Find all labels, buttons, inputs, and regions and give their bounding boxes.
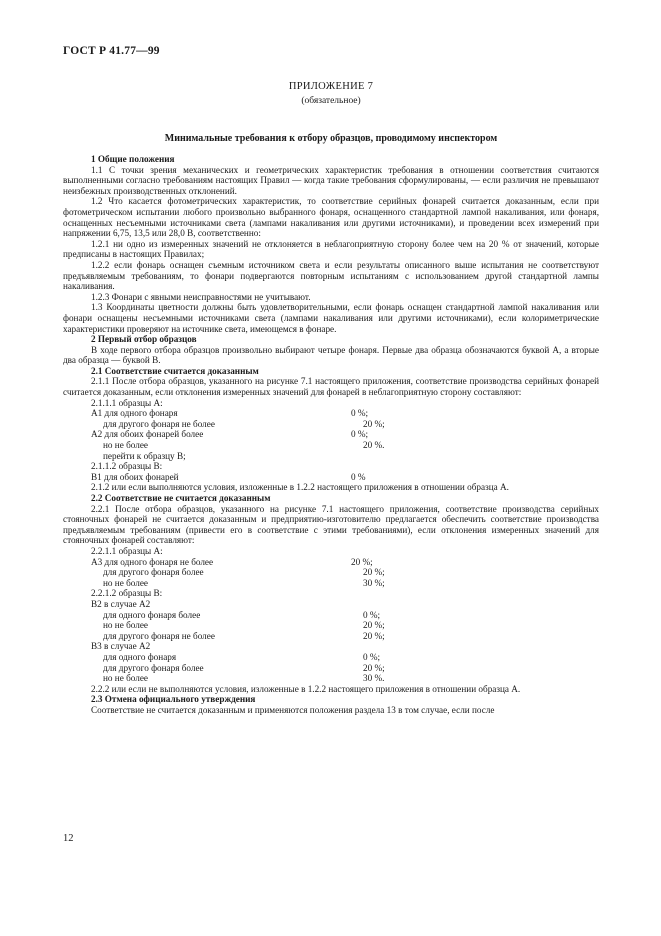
list-item: В2 в случае А2: [91, 598, 151, 609]
criteria-label: но не более: [103, 673, 148, 684]
list-item: 2.2.1.1 образцы А:: [91, 545, 163, 556]
criteria-row: [63, 567, 599, 578]
heading-s2-1: 2.1 Соответствие считается доказанным: [91, 365, 259, 376]
paragraph: 2.1.2 или если выполняются условия, изложенные в 1.2.2 настоящего приложения в отношении образца А.: [91, 482, 509, 493]
criteria-row: [63, 419, 599, 430]
criteria-label: для другого фонаря более: [103, 662, 204, 673]
paragraph: В ходе первого отбора образцов произвольно выбирают четыре фонаря. Первые два образца обозначаются буквой А, а вторые два образца — буквой В.: [63, 344, 599, 366]
paragraph: 1.2.1 ни одно из измеренных значений не отклоняется в неблагоприятную сторону более чем на 20 % от значений, которые предписаны в настоящих Правилах;: [63, 238, 599, 260]
criteria-value: 20 %;: [363, 620, 385, 631]
criteria-row: [63, 578, 599, 589]
list-item: В3 в случае А2: [91, 641, 151, 652]
criteria-value: 20 %;: [363, 630, 385, 641]
heading-s2-2: 2.2 Соответствие не считается доказанным: [91, 493, 271, 503]
criteria-value: 20 %.: [363, 440, 385, 451]
list-item: 2.2.1.2 образцы В:: [91, 588, 163, 599]
criteria-value: 30 %.: [363, 673, 385, 684]
heading-s2-3: 2.3 Отмена официального утверждения: [91, 694, 256, 705]
criteria-label: для одного фонаря: [103, 651, 177, 662]
appendix-subtitle: (обязательное): [301, 96, 361, 106]
criteria-label: А2 для обоих фонарей более: [91, 429, 204, 440]
paragraph: 1.2.2 если фонарь оснащен съемным источником света и если результаты описанного выше испытания не соответствуют предъявляемым требованиям, то фонари подвергаются повторным испытаниям с использованием другой стандартной лампы накаливания.: [63, 259, 599, 292]
appendix-title: ПРИЛОЖЕНИЕ 7: [288, 81, 374, 92]
criteria-value: 0 %;: [351, 429, 369, 440]
criteria-row: [63, 429, 599, 440]
criteria-label: для другого фонаря не более: [103, 418, 215, 429]
criteria-row: [63, 663, 599, 674]
criteria-row: [63, 557, 599, 568]
criteria-row: [63, 472, 599, 483]
criteria-value: 30 %;: [363, 577, 385, 588]
paragraph: 2.1.1 После отбора образцов, указанного на рисунке 7.1 настоящего приложения, соответствие производства серийных фонарей считается доказанным, если отклонения измеренных значений для фонарей в неблагоприятную сторону составляют:: [63, 376, 599, 398]
section-title: Минимальные требования к отбору образцов, проводимому инспектором: [164, 133, 498, 144]
criteria-value: 0 %;: [363, 651, 381, 662]
criteria-value: 20 %;: [363, 567, 385, 578]
criteria-value: 0 %: [351, 471, 366, 482]
criteria-row: [63, 652, 599, 663]
criteria-row: [63, 610, 599, 621]
heading-s1: 1 Общие положения: [91, 154, 175, 164]
paragraph: 2.2.1 После отбора образцов, указанного на рисунке 7.1 настоящего приложения, соответствие производства серийных стояночных фонарей не считается доказанным и предприятию-изготовителю предлагается обеспечить соответствие производства предъявляемым требованиям (привести его в соответствие с этими требованиями), если отклонения измеренных значений для стояночных фонарей составляют:: [63, 503, 599, 546]
page-number: 12: [63, 833, 74, 844]
criteria-label: В1 для обоих фонарей: [91, 471, 179, 482]
doc-header: ГОСТ Р 41.77—99: [63, 45, 160, 57]
criteria-value: 0 %;: [351, 408, 369, 419]
list-item: 2.1.1.2 образцы В:: [91, 461, 163, 472]
list-item: 2.1.1.1 образцы А:: [91, 397, 163, 408]
criteria-row: [63, 440, 599, 451]
criteria-label: А1 для одного фонаря: [91, 408, 178, 419]
criteria-row: [63, 620, 599, 631]
heading-s2: 2 Первый отбор образцов: [91, 334, 197, 345]
criteria-value: 20 %;: [363, 418, 385, 429]
criteria-row: [63, 408, 599, 419]
paragraph: 2.2.2 или если не выполняются условия, изложенные в 1.2.2 настоящего приложения в отношении образца А.: [91, 683, 521, 694]
criteria-label: для одного фонаря более: [103, 609, 201, 620]
criteria-label: но не более: [103, 620, 148, 631]
document-body: [63, 154, 599, 715]
paragraph: 1.2 Что касается фотометрических характеристик, то соответствие серийных фонарей считается доказанным, если при фотометрическом испытании любого произвольно выбранного фонаря, оснащенного стандартной лампой накаливания, или фонаря, оснащенных несъемными источниками света (лампами накаливания или другими источниками), и проведении всех измерений при напряжении 6,75, 13,5 или 28,0 В, соответственно:: [63, 196, 599, 239]
criteria-row: [63, 631, 599, 642]
paragraph: 1.3 Координаты цветности должны быть удовлетворительными, если фонарь оснащен стандартной лампой накаливания или фонари оснащены несъемными источниками света (лампами накаливания или другими источниками), если колориметрические характеристики проверяют на источнике света, имеющемся в фонаре.: [63, 302, 599, 334]
criteria-label: но не более: [103, 440, 148, 451]
criteria-label: для другого фонаря не более: [103, 630, 215, 641]
criteria-label: для другого фонаря более: [103, 567, 204, 578]
criteria-value: 20 %;: [363, 662, 385, 673]
criteria-value: 20 %;: [351, 556, 373, 567]
criteria-label: А3 для одного фонаря не более: [91, 556, 214, 567]
paragraph: Соответствие не считается доказанным и применяются положения раздела 13 в том случае, если после: [91, 704, 495, 715]
criteria-label: но не более: [103, 577, 148, 588]
criteria-value: 0 %;: [363, 609, 381, 620]
criteria-row: [63, 673, 599, 684]
paragraph: 1.2.3 Фонари с явными неисправностями не учитывают.: [91, 291, 311, 302]
paragraph: 1.1 С точки зрения механических и геометрических характеристик требования в отношении соответствия считаются выполненными согласно требованиям настоящих Правил — когда такие требования сформулированы, — если различия не превышают неизбежных производственных отклонений.: [63, 164, 599, 196]
list-item: перейти к образцу В;: [103, 450, 186, 461]
